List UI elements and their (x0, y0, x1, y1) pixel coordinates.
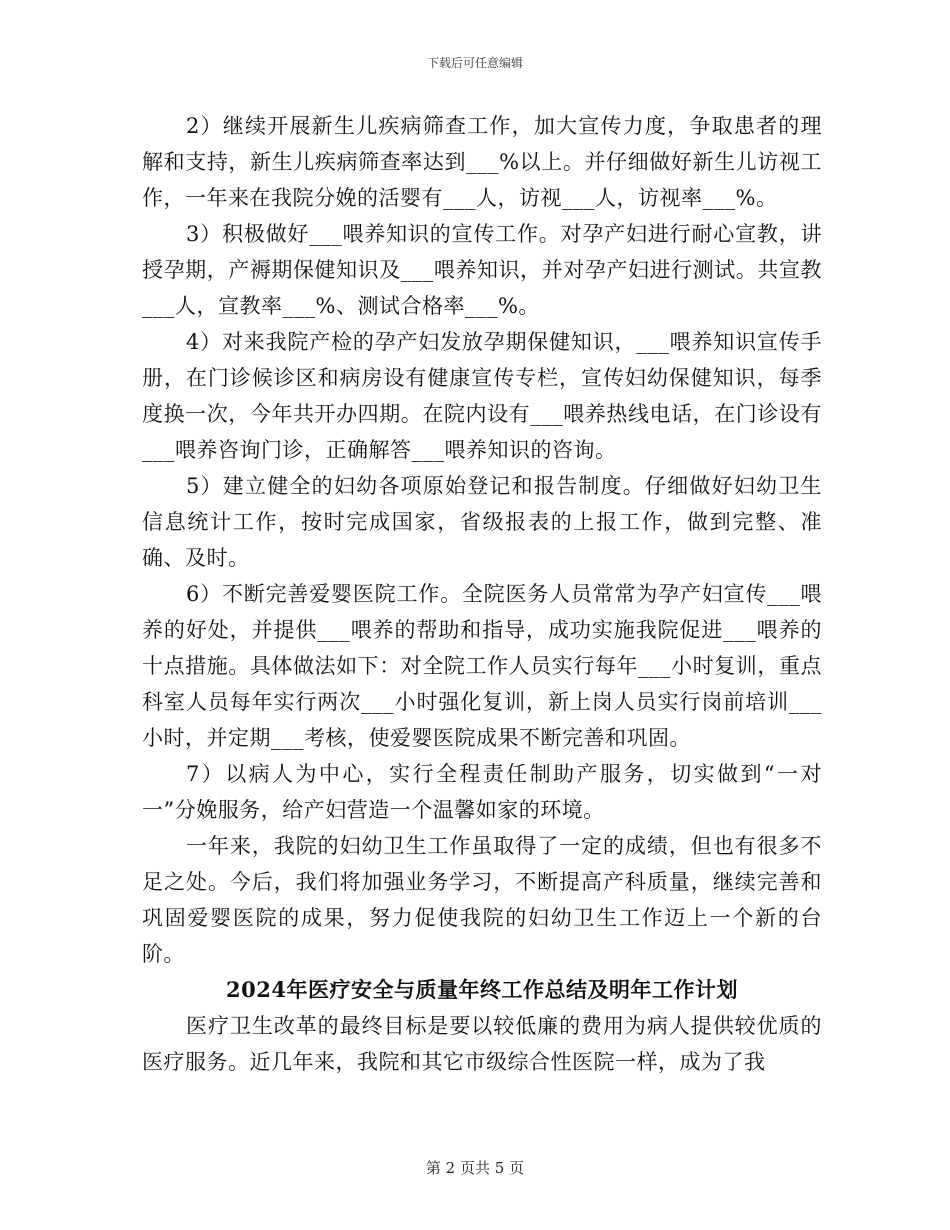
paragraph-conclusion: 一年来，我院的妇幼卫生工作虽取得了一定的成绩，但也有很多不足之处。今后，我们将加强业务学习，不断提高产科质量，继续完善和巩固爱婴医院的成果，努力促使我院的妇幼卫生工作迈上一个新的台阶。 (142, 834, 822, 966)
paragraph-item-5: 5）建立健全的妇幼各项原始登记和报告制度。仔细做好妇幼卫生信息统计工作，按时完成国家，省级报表的上报工作，做到完整、准确、及时。 (142, 474, 822, 570)
paragraph-item-7: 7）以病人为中心，实行全程责任制助产服务，切实做到“一对一”分娩服务，给产妇营造一个温馨如家的环境。 (142, 762, 822, 822)
paragraph-item-3: 3）积极做好___喂养知识的宣传工作。对孕产妇进行耐心宣教，讲授孕期，产褥期保健知识及___喂养知识，并对孕产妇进行测试。共宣教___人，宣教率___%、测试合格率___%。 (142, 222, 822, 318)
document-body (142, 108, 822, 1080)
page-footer: 第 2 页共 5 页 (425, 1159, 525, 1177)
paragraph-item-6: 6）不断完善爱婴医院工作。全院医务人员常常为孕产妇宣传___喂养的好处，并提供___喂养的帮助和指导，成功实施我院促进___喂养的十点措施。具体做法如下：对全院工作人员实行每年___小时复训，重点科室人员每年实行两次___小时强化复训，新上岗人员实行岗前培训___小时，并定期___考核，使爱婴医院成果不断完善和巩固。 (142, 582, 822, 750)
paragraph-item-2: 2）继续开展新生儿疾病筛查工作，加大宣传力度，争取患者的理解和支持，新生儿疾病筛查率达到___%以上。并仔细做好新生儿访视工作，一年来在我院分娩的活婴有___人，访视___人，访视率___%。 (142, 114, 822, 210)
section-title: 2024年医疗安全与质量年终工作总结及明年工作计划 (226, 977, 738, 1002)
section-intro: 医疗卫生改革的最终目标是要以较低廉的费用为病人提供较优质的医疗服务。近几年来，我院和其它市级综合性医院一样，成为了我 (142, 1014, 822, 1074)
page-header: 下载后可任意编辑 (426, 56, 523, 70)
paragraph-item-4: 4）对来我院产检的孕产妇发放孕期保健知识，___喂养知识宣传手册，在门诊候诊区和病房设有健康宣传专栏，宣传妇幼保健知识，每季度换一次，今年共开办四期。在院内设有___喂养热线电话，在门诊设有___喂养咨询门诊，正确解答___喂养知识的咨询。 (142, 330, 822, 462)
